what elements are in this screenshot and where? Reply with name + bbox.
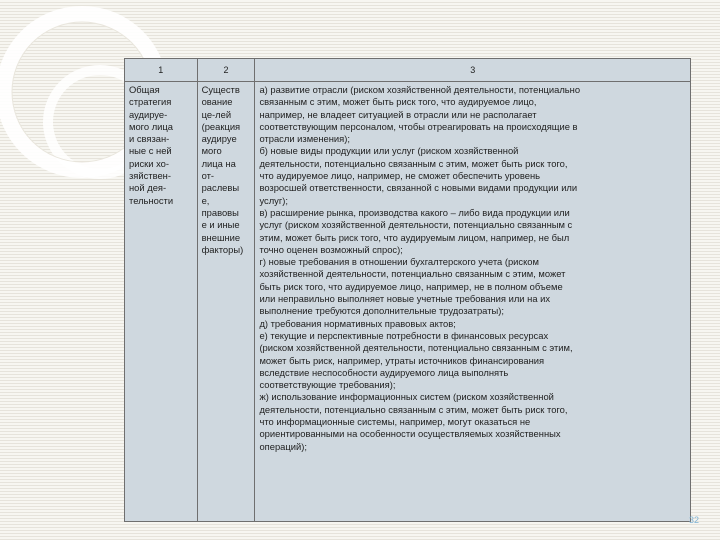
cell-line: отрасли изменения); [259,133,350,145]
cell-line: или неправильно выполняет новые учетные требования или на их [259,293,551,305]
cell-line: це-лей [201,108,232,120]
cell-essence [197,82,255,522]
cell-line: от- [201,170,215,182]
cell-line: факторы) [201,243,244,255]
cell-line: е, [201,194,210,206]
cell-line: операций); [259,440,307,452]
cell-line: например, не владеет ситуацией в отрасли или не располагает [259,108,537,120]
cell-line: этим, может быть риск того, что аудируемым лицом, например, не был [259,231,570,243]
cell-line: что информационные системы, например, могут оказаться не [259,416,531,428]
cell-line: д) требования нормативных правовых актов; [259,317,456,329]
cell-line: е и иные [201,219,240,231]
cell-line: и связан- [129,133,170,145]
cell-line: аудируе- [129,108,168,120]
cell-line: стратегия [129,96,172,108]
cell-line: ж) использование информационных систем (риском хозяйственной [259,391,554,403]
cell-line: зяйствен- [129,170,171,182]
page-number: 32 [689,515,700,525]
cell-line: услуг); [259,194,289,206]
cell-line: (реакция [201,120,241,132]
cell-line: в) расширение рынка, производства какого – либо вида продукции или [259,206,570,218]
cell-line: деятельности, потенциально связанным с этим, может быть риск того, [259,157,568,169]
cell-line: соответствующие требования); [259,379,396,391]
cell-line: мого [201,145,222,157]
cell-line: (риском хозяйственной деятельности, потенциально связанным с этим, [259,342,573,354]
cell-line: что аудируемое лицо, например, не сможет обеспечить уровень [259,170,541,182]
cell-line: ной дея- [129,182,167,194]
cell-line: внешние [201,231,241,243]
cell-line: ные с ней [129,145,172,157]
cell-line: может быть риск, например, утраты источников финансирования [259,354,545,366]
cell-line: раслевы [201,182,240,194]
cell-line: быть риск того, что аудируемое лицо, например, не в полном объеме [259,280,563,292]
cell-line: вследствие неспособности аудируемого лица выполнять [259,366,509,378]
risk-table [124,58,691,522]
cell-line: выполнение требуются дополнительные трудозатраты); [259,305,504,317]
cell-strategy [125,82,198,522]
cell-line: тельности [129,194,174,206]
cell-line: возросшей ответственности, связанной с новыми видами продукции или [259,182,578,194]
cell-line: г) новые требования в отношении бухгалтерского учета (риском [259,256,539,268]
header-col-1: 1 [125,59,198,82]
cell-line: ование [201,96,233,108]
cell-line: аудируе [201,133,237,145]
table-header-row [125,59,691,82]
cell-line: Существ [201,84,240,95]
cell-line: б) новые виды продукции или услуг (риском хозяйственной [259,145,519,157]
cell-line: мого лица [129,120,173,132]
cell-line: ориентированными на особенности осуществляемых хозяйственных [259,428,561,440]
cell-line: риски хо- [129,157,169,169]
header-col-2: 2 [197,59,255,82]
cell-line: лица на [201,157,236,169]
cell-line: связанным с этим, может быть риск того, что аудируемое лицо, [259,96,537,108]
cell-line: а) развитие отрасли (риском хозяйственной деятельности, потенциально [259,84,581,95]
cell-line: правовы [201,206,239,218]
cell-line: Общая [129,84,160,95]
header-col-3: 3 [255,59,691,82]
cell-line: деятельности, потенциально связанным с этим, может быть риск того, [259,403,568,415]
cell-line: точно оценен возможный спрос); [259,243,403,255]
cell-line: соответствующим персоналом, чтобы отреагировать на происходящие в [259,120,578,132]
cell-line: е) текущие и перспективные потребности в финансовых ресурсах [259,329,549,341]
cell-line: хозяйственной деятельности, потенциально связанным с этим, может [259,268,566,280]
table-row [125,82,691,522]
cell-description [255,82,691,522]
cell-line: услуг (риском хозяйственной деятельности, потенциально связанным с [259,219,573,231]
